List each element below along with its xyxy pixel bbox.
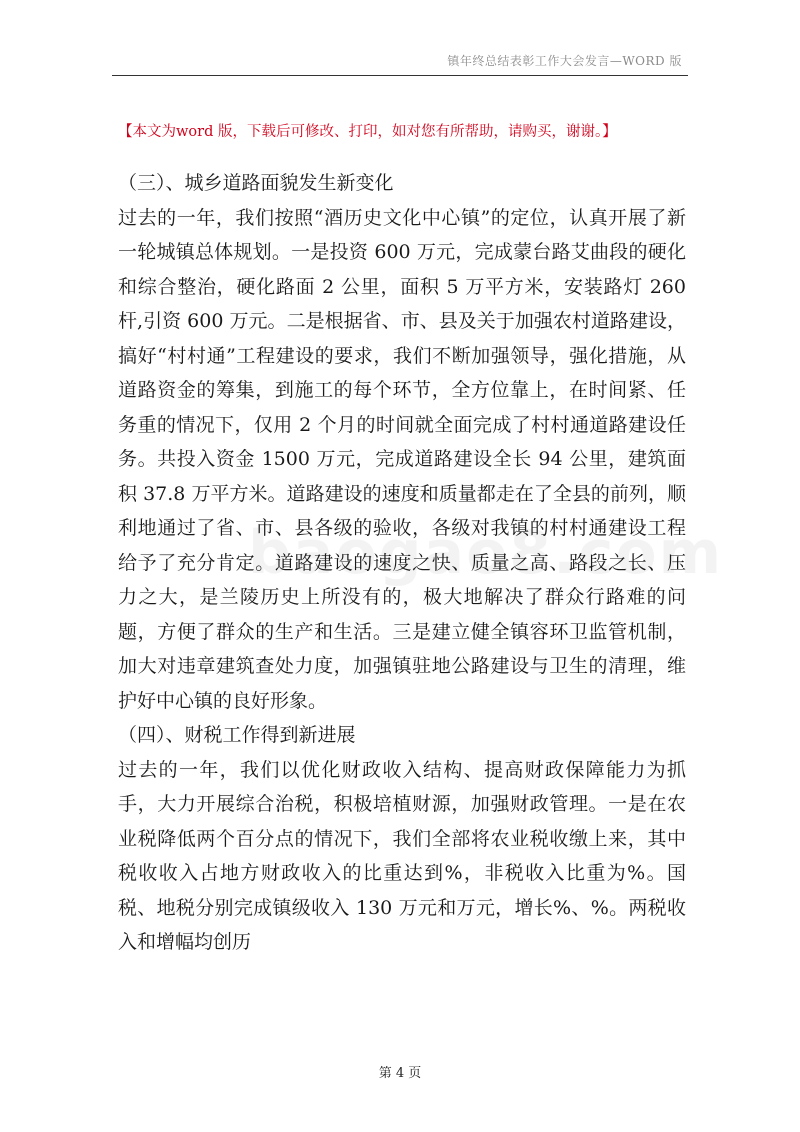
page-number: 第 4 页: [378, 1066, 422, 1081]
section-paragraph-3: 过去的一年，我们按照“酒历史文化中心镇”的定位，认真开展了新一轮城镇总体规划。一是投资 600 万元，完成蒙台路艾曲段的硬化和综合整治，硬化路面 2 公里，面积 5 万平方米，安装路灯 260 杆,引资 600 万元。二是根据省、市、县及关于加强农村道路建设，搞好“村村通”工程建设的要求，我们不断加强领导，强化措施，从道路资金的筹集，到施工的每个环节，全方位靠上，在时间紧、任务重的情况下，仅用 2 个月的时间就全面完成了村村通道路建设任务。共投入资金 1500 万元，完成道路建设全长 94 公里，建筑面积 37.8 万平方米。道路建设的速度和质量都走在了全县的前列，顺利地通过了省、市、县各级的验收，各级对我镇的村村通建设工程给予了充分肯定。道路建设的速度之快、质量之高、路段之长、压力之大，是兰陵历史上所没有的，极大地解决了群众行路难的问题，方便了群众的生产和生活。三是建立健全镇容环卫监管机制，加大对违章建筑查处力度，加强镇驻地公路建设与卫生的清理，维护好中心镇的良好形象。: [118, 206, 686, 712]
header-divider: [112, 75, 688, 76]
download-notice: 【本文为word 版，下载后可修改、打印，如对您有所帮助，请购买，谢谢。】: [118, 124, 617, 140]
document-body: [118, 166, 686, 960]
section-heading-4: （四）、财税工作得到新进展: [118, 724, 356, 746]
section-heading-3: （三）、城乡道路面貌发生新变化: [118, 172, 394, 194]
section-paragraph-4: 过去的一年，我们以优化财政收入结构、提高财政保障能力为抓手，大力开展综合治税，积极培植财源，加强财政管理。一是在农业税降低两个百分点的情况下，我们全部将农业税收缴上来，其中税收收入占地方财政收入的比重达到%，非税收入比重为%。国税、地税分别完成镇级收入 130 万元和万元，增长%、%。两税收入和增幅均创历: [118, 758, 686, 953]
running-header: 镇年终总结表彰工作大会发言—WORD 版: [447, 54, 682, 68]
